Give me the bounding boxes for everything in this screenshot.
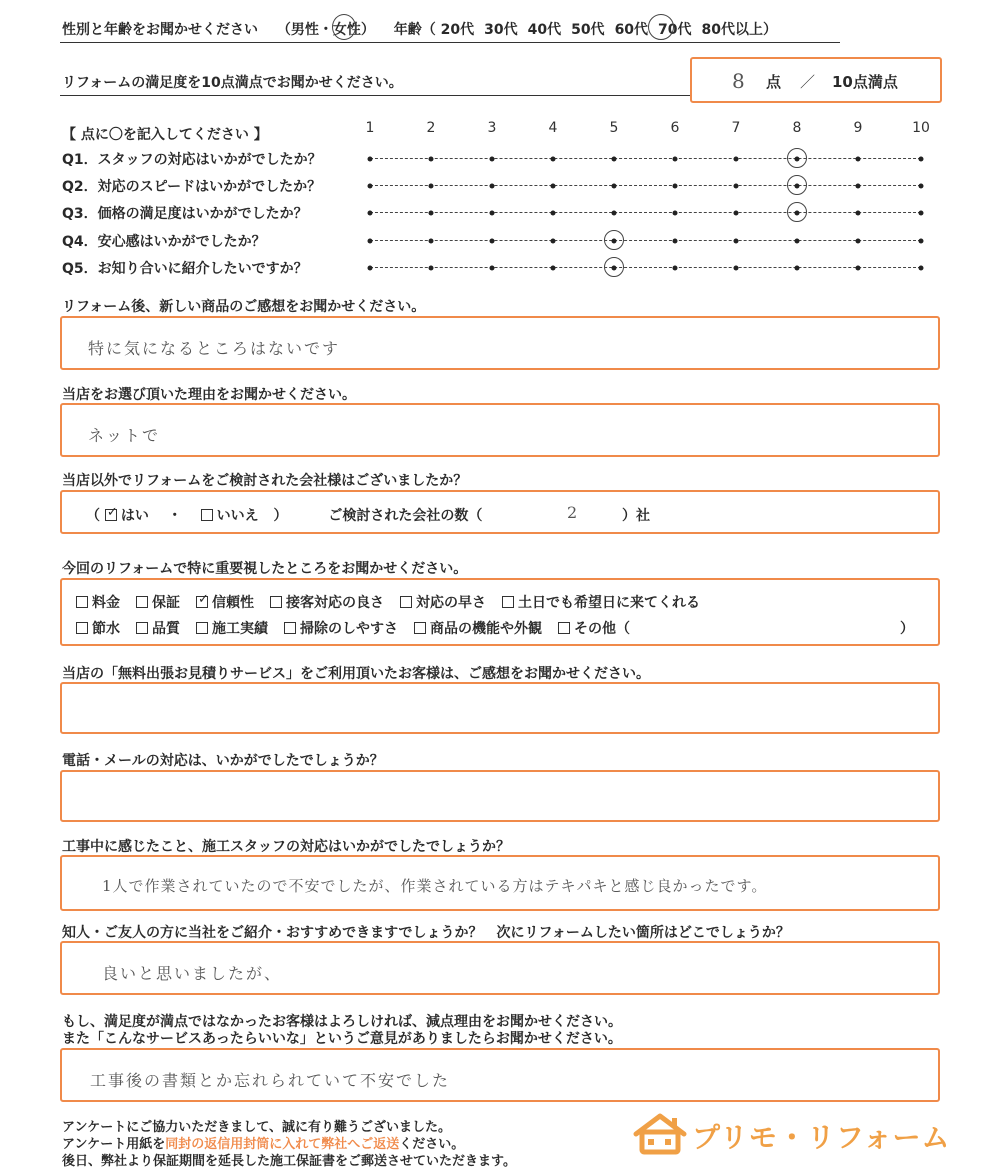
company-count-label: ご検討された会社の数（	[328, 508, 483, 524]
gender-male: 男性	[290, 22, 319, 38]
points-unit: 点	[766, 73, 782, 91]
rating-question-label: Q1．スタッフの対応はいかがでしたか？	[62, 152, 322, 168]
rating-point[interactable]	[734, 183, 739, 188]
score-handwritten: 8	[732, 69, 747, 93]
age-option: 30代	[484, 22, 518, 38]
company-count-value: 2	[567, 503, 580, 522]
no-label: いいえ	[216, 508, 259, 524]
rating-point[interactable]	[734, 156, 739, 161]
reduction-question-line1: もし、満足度が満点ではなかったお客様はよろしければ、減点理由をお聞かせください。	[62, 1014, 622, 1030]
rating-point[interactable]	[429, 238, 434, 243]
rating-question-label: Q4．安心感はいかがでしたか？	[62, 234, 266, 250]
rating-point[interactable]	[856, 265, 861, 270]
age-label: 年齢（	[393, 22, 436, 38]
age-option: 50代	[571, 22, 605, 38]
scale-number: 2	[426, 120, 436, 136]
scale-number: 6	[670, 120, 680, 136]
important-option	[414, 621, 542, 637]
scale-number: 1	[365, 120, 375, 136]
option-label: 節水	[92, 621, 120, 637]
impression-answer: 特に気になるところはないです	[88, 339, 341, 358]
rating-point[interactable]	[734, 210, 739, 215]
option-checkbox[interactable]	[558, 622, 570, 634]
recommend-answer-box[interactable]	[60, 941, 940, 995]
other-mid: ・	[167, 508, 182, 524]
footer-line2-pre: アンケート用紙を	[62, 1137, 166, 1152]
scale-number: 9	[853, 120, 863, 136]
impression-answer-box[interactable]	[60, 316, 940, 370]
scale-number: 8	[792, 120, 802, 136]
option-label: 土日でも希望日に来てくれる	[518, 595, 700, 611]
rating-scale-line	[370, 185, 921, 186]
rating-point[interactable]	[551, 265, 556, 270]
footer-line1: アンケートにご協力いただきまして、誠に有り難うございました。	[62, 1120, 451, 1135]
rating-question-label: Q3．価格の満足度はいかがでしたか？	[62, 206, 308, 222]
rating-point[interactable]	[368, 238, 373, 243]
logo-text: プリモ・リフォーム	[692, 1121, 951, 1154]
option-label: 対応の早さ	[416, 595, 486, 611]
option-checkbox[interactable]	[502, 596, 514, 608]
rating-point[interactable]	[856, 156, 861, 161]
rating-scale-line	[370, 267, 921, 268]
important-close-paren: ）	[900, 621, 914, 637]
yes-label: はい	[120, 508, 149, 524]
rating-scale-line	[370, 240, 921, 241]
age-option: 20代	[440, 22, 475, 38]
scale-number: 3	[487, 120, 497, 136]
rating-point[interactable]	[919, 238, 924, 243]
gender-close: ）	[360, 22, 375, 38]
rating-point[interactable]	[673, 210, 678, 215]
rating-point[interactable]	[734, 238, 739, 243]
rating-point[interactable]	[919, 156, 924, 161]
age-option: 70代	[658, 22, 692, 38]
important-option	[136, 595, 180, 611]
reduction-answer: 工事後の書類とか忘れられていて不安でした	[90, 1071, 451, 1090]
rating-point[interactable]	[673, 183, 678, 188]
staff-answer: 1人で作業されていたので不安でしたが、作業されている方はテキパキと感じ良かったです。	[102, 877, 768, 895]
gender-sep: ・	[318, 22, 333, 38]
option-label: 料金	[92, 595, 120, 611]
rating-point[interactable]	[856, 210, 861, 215]
rating-point[interactable]	[551, 183, 556, 188]
important-option	[270, 595, 384, 611]
rating-point[interactable]	[368, 210, 373, 215]
satisfaction-label: リフォームの満足度を10点満点でお聞かせください。	[62, 75, 403, 91]
reduction-answer-box[interactable]	[60, 1048, 940, 1102]
score-slash: ／	[800, 73, 816, 91]
no-checkbox[interactable]	[201, 509, 213, 521]
option-checkbox[interactable]	[136, 622, 148, 634]
rating-point[interactable]	[795, 238, 800, 243]
rating-point[interactable]	[673, 156, 678, 161]
phone-question: 電話・メールの対応は、いかがでしたでしょうか？	[62, 753, 384, 769]
rating-point[interactable]	[490, 156, 495, 161]
yes-checkbox[interactable]: ✓	[106, 505, 118, 520]
important-option	[76, 595, 120, 611]
rating-point[interactable]	[612, 183, 617, 188]
footer-line2-highlight: 同封の返信用封筒に入れて弊社へご返送	[165, 1137, 400, 1152]
rating-point[interactable]	[429, 265, 434, 270]
estimate-answer-box[interactable]	[60, 682, 940, 734]
option-checkbox[interactable]	[414, 622, 426, 634]
gender-open: （	[276, 22, 291, 38]
option-checkbox[interactable]	[76, 622, 88, 634]
option-label: 信頼性	[212, 595, 254, 611]
option-checkbox[interactable]: ✓	[198, 592, 209, 607]
reduction-question-line2: また「こんなサービスあったらいいな」というご意見がありましたらお聞かせください。	[62, 1031, 622, 1047]
rating-point[interactable]	[429, 183, 434, 188]
important-option	[558, 621, 630, 637]
reason-question: 当店をお選び頂いた理由をお聞かせください。	[62, 387, 356, 403]
rating-question-label: Q5．お知り合いに紹介したいですか？	[62, 261, 308, 277]
rating-selected-circle	[604, 230, 624, 250]
satisfaction-underline	[60, 95, 690, 96]
rating-selected-circle	[787, 175, 807, 195]
impression-question: リフォーム後、新しい商品のご感想をお聞かせください。	[62, 299, 426, 315]
recommend-answer: 良いと思いましたが、	[102, 964, 283, 983]
other-companies-question: 当店以外でリフォームをご検討された会社様はございましたか？	[62, 473, 468, 489]
important-option	[196, 621, 268, 637]
rating-point[interactable]	[919, 183, 924, 188]
rating-point[interactable]	[734, 265, 739, 270]
option-label: 接客対応の良さ	[286, 595, 384, 611]
footer-line2-post: ください。	[399, 1137, 465, 1152]
scale-number: 7	[731, 120, 741, 136]
company-count-unit: ）社	[622, 508, 650, 524]
option-label: 施工実績	[212, 621, 268, 637]
company-logo	[632, 1110, 951, 1160]
rating-point[interactable]	[919, 265, 924, 270]
rating-scale-line	[370, 212, 921, 213]
option-checkbox[interactable]	[196, 622, 208, 634]
scale-number: 4	[548, 120, 558, 136]
header-underline	[60, 42, 840, 43]
important-option	[284, 621, 398, 637]
rating-point[interactable]	[429, 156, 434, 161]
important-option	[400, 595, 486, 611]
recommend-question: 知人・ご友人の方に当社をご紹介・おすすめできますでしょうか？ 次にリフォームしたい箇所はどこでしょうか？	[62, 925, 790, 941]
other-open: （	[86, 508, 100, 524]
rating-selected-circle	[604, 257, 624, 277]
footer-line3: 後日、弊社より保証期間を延長した施工保証書をご郵送させていただきます。	[62, 1154, 516, 1169]
important-options-row2	[76, 618, 646, 638]
rating-point[interactable]	[490, 183, 495, 188]
important-option	[136, 621, 180, 637]
important-option	[502, 595, 700, 611]
option-checkbox[interactable]	[136, 596, 148, 608]
house-icon	[632, 1112, 688, 1156]
scale-number: 5	[609, 120, 619, 136]
option-checkbox[interactable]	[284, 622, 296, 634]
other-companies-row	[86, 505, 482, 525]
option-label: 商品の機能や外観	[430, 621, 542, 637]
rating-point[interactable]	[919, 210, 924, 215]
rating-point[interactable]	[429, 210, 434, 215]
rating-point[interactable]	[368, 183, 373, 188]
other-companies-box	[60, 490, 940, 534]
rating-point[interactable]	[368, 265, 373, 270]
option-label: 掃除のしやすさ	[300, 621, 398, 637]
option-label: その他（	[574, 621, 630, 637]
rating-point[interactable]	[673, 265, 678, 270]
rating-point[interactable]	[612, 210, 617, 215]
rating-point[interactable]	[856, 183, 861, 188]
rating-selected-circle	[787, 202, 807, 222]
satisfaction-score-box	[690, 57, 942, 103]
important-options-box	[60, 578, 940, 646]
rating-scale-line	[370, 158, 921, 159]
important-question: 今回のリフォームで特に重要視したところをお聞かせください。	[62, 561, 468, 577]
age-options	[441, 22, 787, 38]
staff-question: 工事中に感じたこと、施工スタッフの対応はいかがでしたでしょうか？	[62, 839, 510, 855]
rating-instruction: 【 点に〇を記入してください 】	[62, 127, 268, 143]
rating-selected-circle	[787, 148, 807, 168]
reason-answer: ネットで	[88, 426, 161, 445]
rating-point[interactable]	[551, 210, 556, 215]
rating-point[interactable]	[856, 238, 861, 243]
staff-answer-box[interactable]	[60, 855, 940, 911]
option-label: 保証	[152, 595, 180, 611]
rating-point[interactable]	[612, 156, 617, 161]
gender-age-row	[62, 19, 787, 39]
rating-point[interactable]	[490, 210, 495, 215]
important-options-row1	[76, 592, 716, 612]
rating-point[interactable]	[490, 265, 495, 270]
important-option	[196, 592, 254, 611]
gender-age-label: 性別と年齢をお聞かせください	[62, 22, 258, 38]
female-circle-mark	[332, 14, 356, 40]
option-label: 品質	[152, 621, 180, 637]
option-checkbox[interactable]	[400, 596, 412, 608]
scale-number: 10	[912, 120, 930, 136]
rating-point[interactable]	[551, 238, 556, 243]
age-circle-mark	[648, 14, 674, 40]
other-close: ）	[273, 508, 288, 524]
gender-female: 女性	[332, 22, 361, 38]
age-option: 60代	[614, 22, 649, 38]
important-option	[76, 621, 120, 637]
age-option: 80代以上）	[701, 22, 778, 38]
phone-answer-box[interactable]	[60, 770, 940, 822]
rating-point[interactable]	[368, 156, 373, 161]
rating-question-label: Q2．対応のスピードはいかがでしたか？	[62, 179, 322, 195]
rating-point[interactable]	[795, 265, 800, 270]
reason-answer-box[interactable]	[60, 403, 940, 457]
rating-point[interactable]	[551, 156, 556, 161]
estimate-question: 当店の「無料出張お見積りサービス」をご利用頂いたお客様は、ご感想をお聞かせください。	[62, 666, 650, 682]
rating-point[interactable]	[673, 238, 678, 243]
age-option: 40代	[527, 22, 562, 38]
option-checkbox[interactable]	[76, 596, 88, 608]
option-checkbox[interactable]	[270, 596, 282, 608]
max-score-label: 10点満点	[832, 73, 898, 91]
rating-point[interactable]	[490, 238, 495, 243]
